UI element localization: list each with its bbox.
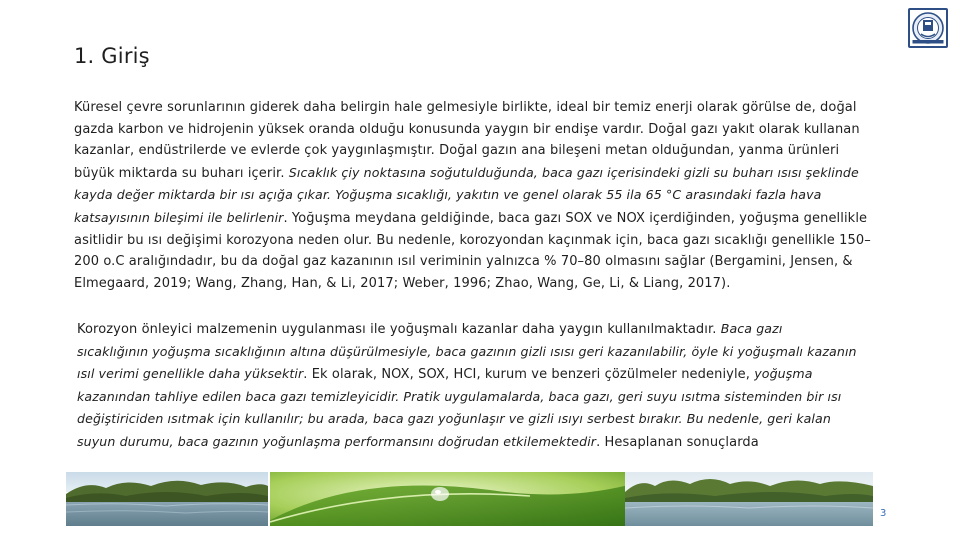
p1-text-3: . Yoğuşma meydana geldiğinde, baca gazı SOX ve NOX içerdiğinden, yoğuşma genellikle asitlidir bu ısı değişimi korozyona neden olur. Bu nedenle, korozyondan kaçınmak için, baca gazı sıcaklığı genellikle 150–200 o.C aralığındadır, bu da doğal gaz kazanının ısıl veriminin yalnızca % 70–80 olmasını sağlar (Bergamini, Jensen, & Elmegaard, 2019; Wang, Zhang, Han, & Li, 2017; Weber, 1996; Zhao, Wang, Ge, Li, & Liang, 2017). — [74, 210, 871, 291]
p2-text-5: . Hesaplanan sonuçlarda — [596, 434, 759, 450]
slide-title: 1. Giriş — [74, 44, 150, 68]
page-number: 3 — [880, 508, 887, 519]
p2-text-3: . Ek olarak, NOX, SOX, HCI, kurum ve benzeri çözülmeler nedeniyle, — [303, 367, 755, 383]
p2-text-2-italic: Baca gazı sıcaklığının yoğuşma sıcaklığının altına düşürülmesiyle, baca gazının gizli ısısı geri kazanılabilir, öyle ki yoğuşmalı kazanın ısıl verimi genellikle daha yüksektir — [77, 321, 857, 382]
lake-landscape-image — [66, 472, 268, 526]
green-leaf-image — [270, 472, 626, 526]
intro-paragraph-1 — [74, 97, 874, 294]
p1-text-2-italic: Sıcaklık çiy noktasına soğutulduğunda, baca gazı içerisindeki gizli su buharı ısısı şeklinde kayda değer miktarda bir ısı açığa çıkar. Yoğuşma sıcaklığı, yakıtın ve genel olarak 55 ila 65 °C arasındaki fazla hava katsayısının bileşimi ile belirlenir — [74, 164, 859, 225]
intro-paragraph-2 — [77, 318, 857, 454]
lake-trees-image — [625, 472, 873, 526]
p2-text-4-italic: yoğuşma kazanından tahliye edilen baca gazı temizleyicidir. Pratik uygulamalarda, baca gazı, geri suyu ısıtma sisteminden bir ısı değiştiriciden ısıtmak için kullanılır; bu arada, baca gazı yoğunlaşır ve gizli ısıyı serbest bırakır. Bu nedenle, geri kalan suyun durumu, baca gazının yoğunlaşma performansını doğrudan etkilemektedir — [77, 366, 842, 449]
university-logo — [908, 8, 948, 48]
p1-text-1: Küresel çevre sorunlarının giderek daha belirgin hale gelmesiyle birlikte, ideal bir temiz enerji olarak görülse de, doğal gazda karbon ve hidrojenin yüksek oranda olduğu konusunda yaygın bir endişe vardır. Doğal gazı yakıt olarak kullanan kazanlar, endüstrilerde ve evlerde çok yaygınlaşmıştır. Doğal gazın ana bileşeni metan olduğundan, yanma ürünleri büyük miktarda su buharı içerir. — [74, 100, 860, 181]
p2-text-1: Korozyon önleyici malzemenin uygulanması ile yoğuşmalı kazanlar daha yaygın kullanılmaktadır. — [77, 322, 721, 337]
university-emblem-icon — [910, 10, 946, 46]
